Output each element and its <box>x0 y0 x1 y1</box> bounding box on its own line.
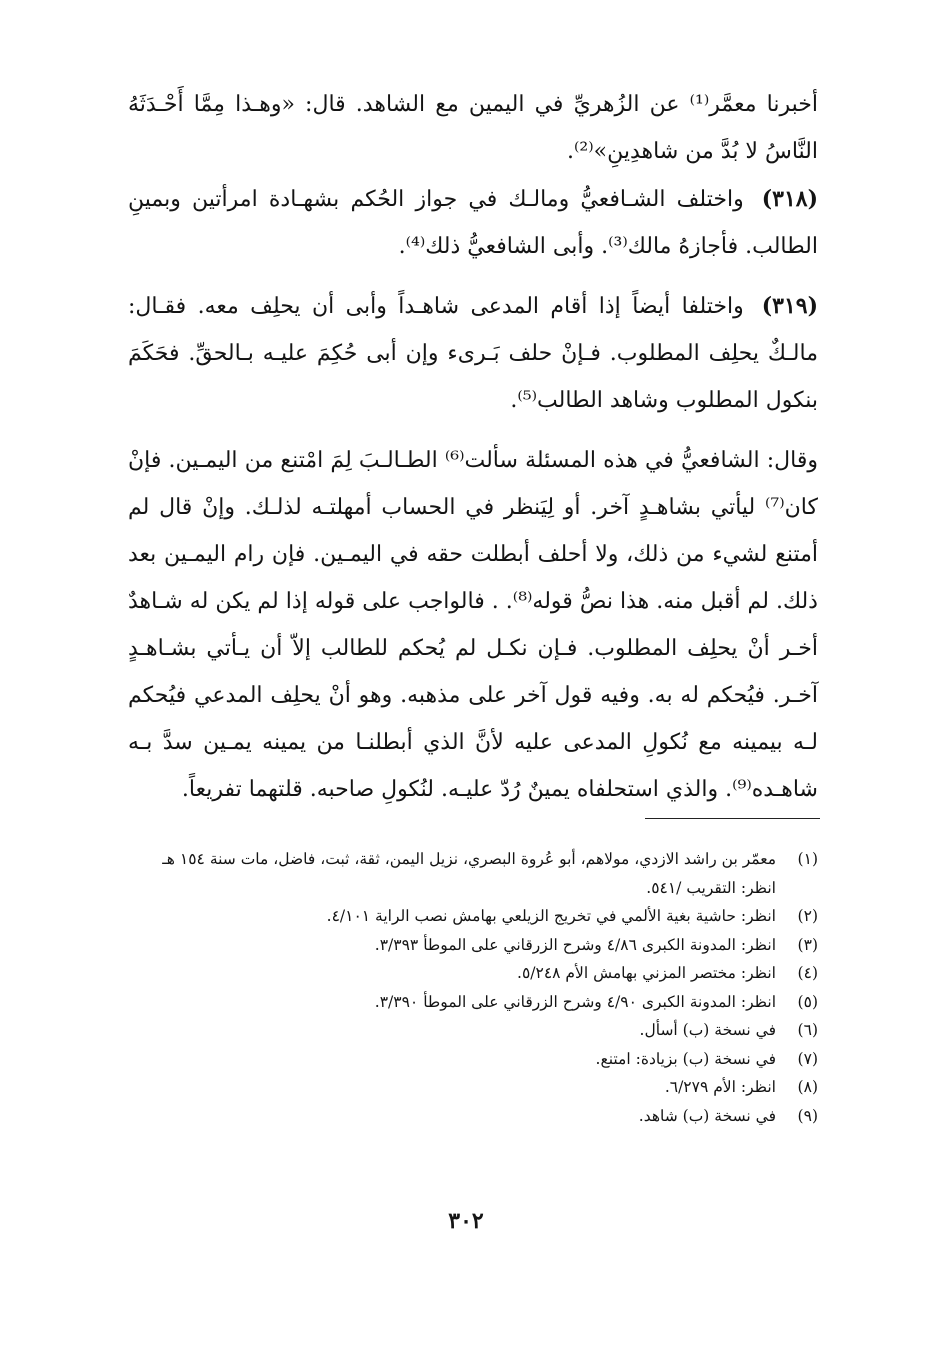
footnote-number: (٨) <box>797 1078 818 1096</box>
footnote-text: انظر: حاشية بغية الألمي في تخريج الزيلعي بهامش نصب الراية ٤/١٠١. <box>326 907 776 925</box>
footnote-divider <box>645 818 820 819</box>
footnote-number: (٩) <box>797 1106 818 1125</box>
footnotes <box>128 845 818 1130</box>
footnote-text: انظر: الأم ٦/٢٧٩. <box>664 1078 776 1096</box>
footnote-text: انظر: المدونة الكبرى ٤/٩٠ وشرح الزرقاني على الموطأ ٣/٣٩٠. <box>374 992 776 1011</box>
footnote <box>128 1016 818 1045</box>
footnote-number: (٧) <box>797 1049 818 1068</box>
paragraph-318 <box>128 176 818 270</box>
paragraph-text: واختلفا أيضاً إذا أقام المدعى شاهـداً وأبى أن يحلِف معه. فقـال: مالـكٌ يحلِف المطلوب. فـإنْ حلف بَـرىء وإن أبى حُكِمَ عليـه بـالحقِّ. فحَكَمَ بنكول المطلوب وشاهد الطالب⁽⁵⁾. <box>128 294 818 413</box>
paragraph-text: واختلف الشـافعيُّ ومالـك في جواز الحُكم بشهـادة امرأتين وبمينِ الطالب. فأجازهُ مالك⁽³⁾. وأبى الشافعيُّ ذلك⁽⁴⁾. <box>128 187 818 259</box>
paragraph-number: (٣١٩) <box>761 293 818 319</box>
footnote-number: (٥) <box>797 992 818 1011</box>
paragraph-319 <box>128 283 818 424</box>
paragraph-1 <box>128 81 818 175</box>
footnote-text: انظر: المدونة الكبرى ٤/٨٦ وشرح الزرقاني على الموطأ ٣/٣٩٣. <box>374 935 776 954</box>
page-number: ٣٠٢ <box>448 1208 484 1234</box>
footnote-number: (٦) <box>797 1021 818 1039</box>
paragraph-4 <box>128 437 818 813</box>
footnote <box>128 1045 818 1074</box>
footnote-text: في نسخة (ب) بزيادة: امتنع. <box>595 1049 776 1068</box>
footnote-text: انظر: مختصر المزني بهامش الأم ٥/٢٤٨. <box>517 964 776 982</box>
footnote-text: في نسخة (ب) شاهد. <box>638 1106 776 1125</box>
footnote <box>128 1102 818 1131</box>
footnote-number: (٢) <box>797 907 818 925</box>
paragraph-number: (٣١٨) <box>761 186 818 212</box>
footnote <box>128 931 818 960</box>
footnote <box>128 1073 818 1102</box>
footnote-number: (٤) <box>797 964 818 982</box>
footnote <box>128 902 818 931</box>
footnote <box>128 845 818 902</box>
footnote-number: (١) <box>797 850 818 868</box>
paragraph-text: وقال: الشافعيُّ في هذه المسئلة سألت⁽⁶⁾ الطـالـبَ لِمَ امْتنع من اليمـين. فإنْ كان⁽⁷⁾ ليأتي بشاهـدٍ آخر. أو لِيَنظر في الحساب أمهلتـه لذلـك. وإنْ قال لم أمتنع لشيء من ذلك، ولا أحلف أبطلت حقه في اليمـين. فإن رام اليمـين بعد ذلك. لم أقبل منه. هذا نصُّ قوله⁽⁸⁾. . فالواجب على قوله إذا لم يكن له شـاهدٌ أخـر أنْ يحلِف المطلوب. فـإن نكـل لم يُحكم للطالب إلاّ أن يـأتي بشـاهـدٍ آخـر. فيُحكم له به. وفيه قول آخر على مذهبه. وهو أنْ يحلِف المدعي فيُحكم لـه بيمينه مع نُكولِ المدعى عليه لأنَّ الذي أبطلنـا من يمينه يمـين سدَّ بـه شاهـده⁽⁹⁾. والذي استحلفاه يمينٌ رُدّ عليـه. لنُكولِ صاحبه. قلتهما تفريعاً. <box>128 448 818 802</box>
footnote <box>128 959 818 988</box>
footnote-text: في نسخة (ب) أسأل. <box>639 1021 776 1039</box>
footnote-number: (٣) <box>797 935 818 954</box>
footnote <box>128 988 818 1017</box>
footnote-text: معمّر بن راشد الازدي، مولاهم، أبو عُروة البصري، نزيل اليمن، ثقة، ثبت، فاضل، مات سنة ١٥٤ هـ انظر: التقريب /٥٤١. <box>162 850 776 897</box>
paragraph-text: أخبرنا معمَّر⁽¹⁾ عن الزُهريِّ في اليمين مع الشاهد. قال: «وهـذا مِمَّا أَحْـدَثَهُ النَّاسُ لا بُدَّ من شاهدِينِ»⁽²⁾. <box>128 92 818 164</box>
